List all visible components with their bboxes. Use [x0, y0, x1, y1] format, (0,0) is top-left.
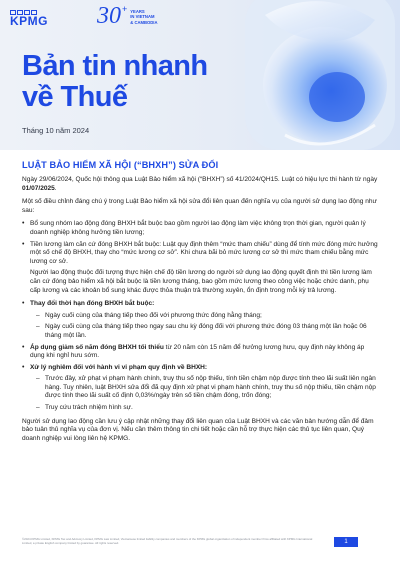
list-item: • Bổ sung nhóm lao động đóng BHXH bắt buộc bao gồm người lao động làm việc không trọn thời gian, người quản lý doanh nghiệp không hưởng tiền lương;: [22, 220, 366, 236]
newsletter-title: [22, 51, 208, 113]
kpmg-logo[interactable]: [10, 10, 48, 27]
glass-shape-graphic: [225, 0, 400, 150]
article-heading: LUẬT BẢO HIỂM XÃ HỘI (“BHXH”) SỬA ĐỔI: [22, 160, 219, 170]
dash-icon: –: [36, 311, 40, 319]
sub-list-item: – Ngày cuối cùng của tháng tiếp theo đối với phương thức đóng hằng tháng;: [36, 311, 262, 319]
list-item: • Áp dụng giảm số năm đóng BHXH tối thiểu từ 20 năm còn 15 năm để hưởng lương hưu, quy định này không áp dụng khi nghỉ hưu sớm.: [22, 343, 365, 360]
bullet-dot-icon: •: [22, 240, 25, 248]
sub-list-item: – Trước đây, xử phạt vi phạm hành chính, truy thu số nộp thiếu, tính tiền chậm nộp được tính theo lãi suất liên ngân hàng. Tuy nhiên, luật BHXH sửa đổi đã quy định xử phạt vi phạm hành chính, truy thu số nộp thiếu, tiền chậm nộp được tính theo lãi suất cố định 0,03%/ngày trên số tiền chậm đóng, trốn đóng;: [36, 375, 376, 400]
anniversary-logo: [97, 4, 157, 28]
dash-icon: –: [36, 323, 40, 331]
salary-basis-paragraph: Người lao động thuộc đối tượng thực hiện chế độ tiền lương do người sử dụng lao động quyết định thì tiền lương làm căn cứ đóng bảo hiểm xã hội bắt buộc là tiền lương tháng, bao gồm mức lương theo công việc hoặc chức danh, phụ cấp lương và các khoản bổ sung khác được thỏa thuận trả thường xuyên, ổn định trong mỗi kỳ trả lương.: [30, 269, 372, 294]
title-line-2: về Thuế: [22, 81, 128, 113]
closing-paragraph: Người sử dụng lao động cần lưu ý cập nhật những thay đổi liên quan của Luật BHXH và các văn bản hướng dẫn để đảm bảo tuân thủ nghĩa vụ của đơn vị. Nếu cần thêm thông tin chi tiết hoặc cần hỗ trợ thực hiện các thủ tục liên quan, Quý doanh nghiệp vui lòng liên hệ KPMG.: [22, 417, 374, 442]
bullet-dot-icon: •: [22, 300, 25, 308]
bullet-dot-icon: •: [22, 343, 25, 351]
anniversary-tagline: [130, 9, 157, 25]
dash-icon: –: [36, 375, 40, 383]
cover-header: [0, 0, 400, 150]
anniversary-line-2: IN VIETNAM: [130, 14, 155, 20]
intro-paragraph-1: Ngày 29/06/2024, Quốc hội thông qua Luật Bảo hiểm xã hội (“BHXH”) số 41/2024/QH15. Luật có hiệu lực thi hành từ ngày 01/07/2025.: [22, 176, 378, 192]
bullet-dot-icon: •: [22, 363, 25, 371]
sub-list-item: – Ngày cuối cùng của tháng tiếp theo ngay sau chu kỳ đóng đối với phương thức đóng 03 tháng một lần hoặc 06 tháng một lần.: [36, 323, 367, 339]
list-item: • Tiền lương làm căn cứ đóng BHXH bắt buộc: Luật quy định thêm “mức tham chiếu” dùng để tính mức đóng mức hưởng một số chế độ BHXH, thay cho “mức lương cơ sở”. Khi chưa bãi bỏ mức lương cơ sở thì mức tham chiếu bằng mức lương cơ sở.: [22, 240, 378, 265]
page-number: 1: [334, 537, 358, 547]
effective-date: 01/07/2025: [22, 184, 55, 192]
issue-date: Tháng 10 năm 2024: [22, 126, 90, 135]
legal-footer: ©2024 KPMG Limited, KPMG Tax and Advisory Limited, KPMG Law Limited, Vietnamese limited liability companies and members of the KPMG global organization of independent member firms affiliated with KPMG International Limited, a private English company limited by guarantee. All rights reserved.: [22, 537, 313, 545]
list-item: • Xử lý nghiêm đối với hành vi vi phạm quy định về BHXH:: [22, 363, 208, 371]
sub-list-item: – Truy cứu trách nhiệm hình sự.: [36, 404, 133, 412]
anniversary-plus: +: [122, 4, 128, 14]
kpmg-logo-text: KPMG: [10, 14, 48, 28]
article-body: [22, 160, 380, 448]
bullet-list: [22, 220, 380, 412]
anniversary-line-3: & CAMBODIA: [130, 19, 158, 25]
anniversary-line-1: YEARS: [130, 9, 145, 14]
title-line-1: Bản tin nhanh: [22, 50, 208, 82]
bullet-dot-icon: •: [22, 220, 25, 228]
intro-paragraph-2: Một số điều chỉnh đáng chú ý trong Luật Bảo hiểm xã hội sửa đổi liên quan đến nghĩa vụ của người sử dụng lao động như sau:: [22, 198, 377, 214]
anniversary-number: 30: [97, 3, 121, 29]
list-item: • Thay đổi thời hạn đóng BHXH bắt buộc:: [22, 300, 155, 308]
dash-icon: –: [36, 404, 40, 412]
